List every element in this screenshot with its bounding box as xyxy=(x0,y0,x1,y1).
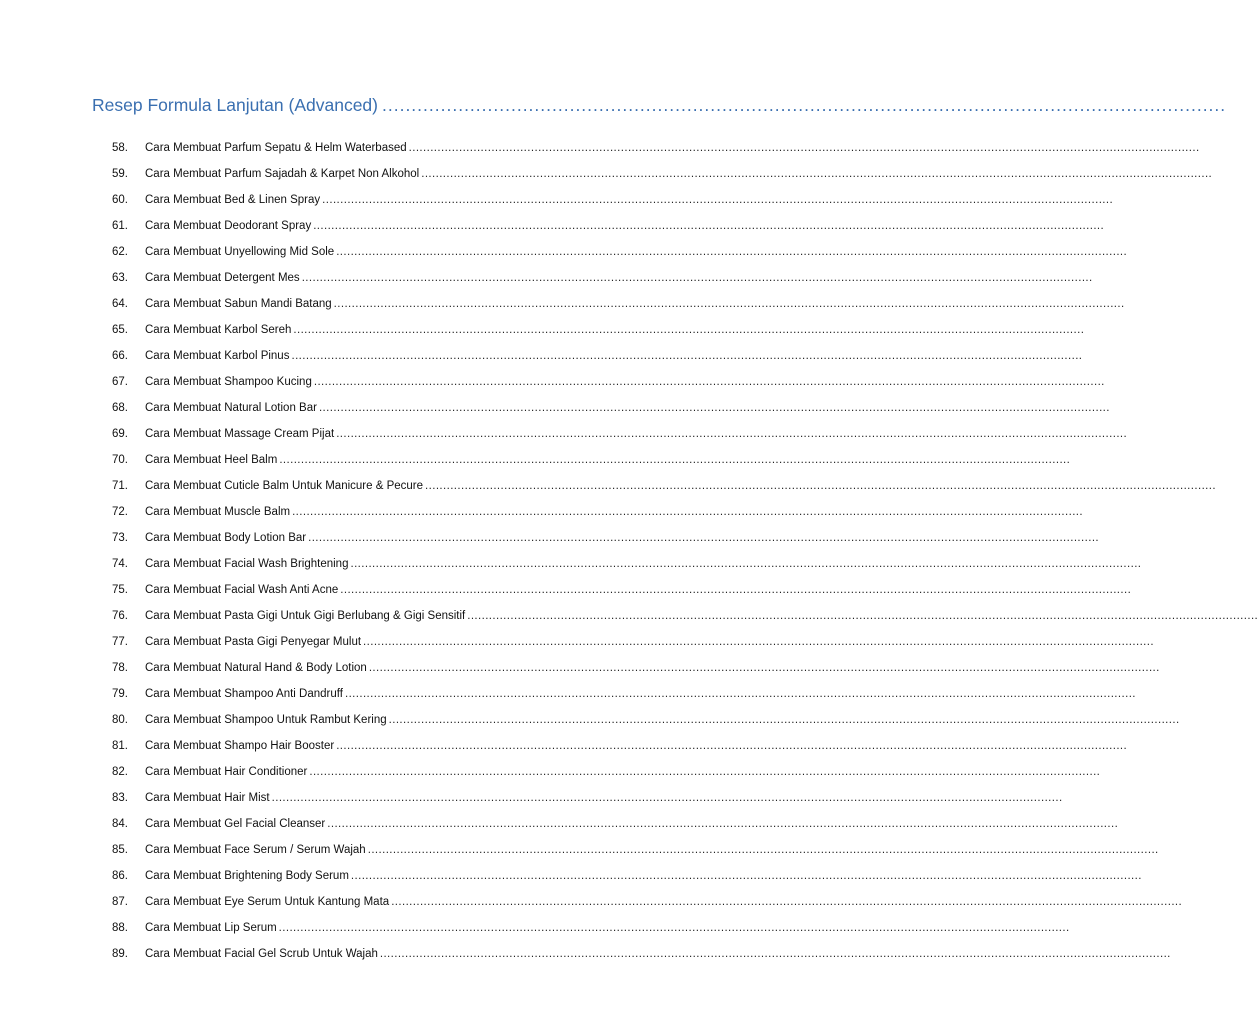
toc-entry-title: Cara Membuat Pasta Gigi Untuk Gigi Berlubang & Gigi Sensitif xyxy=(145,610,466,622)
toc-entry-title: Cara Membuat Facial Gel Scrub Untuk Wajah xyxy=(145,948,378,960)
toc-entry[interactable] xyxy=(112,187,1114,213)
toc-entry[interactable] xyxy=(112,603,1258,629)
toc-entry-number: 62. xyxy=(112,246,128,258)
toc-entry-title: Cara Membuat Shampoo Untuk Rambut Kering xyxy=(145,714,387,726)
toc-entry-title: Cara Membuat Karbol Pinus xyxy=(145,350,290,362)
toc-entry[interactable] xyxy=(112,785,1063,811)
toc-entry-title: Cara Membuat Facial Wash Brightening xyxy=(145,558,349,570)
toc-entry[interactable] xyxy=(112,395,1110,421)
toc-entry[interactable] xyxy=(112,239,1128,265)
toc-entry-title: Cara Membuat Karbol Sereh xyxy=(145,324,292,336)
toc-entry[interactable] xyxy=(112,447,1071,473)
toc-entry-number: 82. xyxy=(112,766,128,778)
toc-entry-title: Cara Membuat Eye Serum Untuk Kantung Mata xyxy=(145,896,390,908)
dot-leader: ............................................................................................................................................................................................................................ xyxy=(271,792,1063,804)
toc-entry-number: 80. xyxy=(112,714,128,726)
dot-leader: ............................................................................................................................................................................................................................ xyxy=(363,636,1154,648)
toc-entry-number: 88. xyxy=(112,922,128,934)
toc-entry-number: 89. xyxy=(112,948,128,960)
toc-entry-number: 77. xyxy=(112,636,128,648)
toc-entry-number: 74. xyxy=(112,558,128,570)
toc-entry-number: 84. xyxy=(112,818,128,830)
dot-leader: ............................................................................................................................................................................................................................ xyxy=(318,402,1110,414)
dot-leader: ............................................................................................................................................................................................................................ xyxy=(344,688,1136,700)
toc-entry-title: Cara Membuat Shampoo Kucing xyxy=(145,376,312,388)
toc-entry[interactable] xyxy=(112,499,1083,525)
toc-entry-number: 66. xyxy=(112,350,128,362)
toc-entry-title: Cara Membuat Parfum Sepatu & Helm Waterbased xyxy=(145,142,407,154)
toc-entry-title: Cara Membuat Muscle Balm xyxy=(145,506,291,518)
toc-entry-number: 76. xyxy=(112,610,128,622)
toc-entry-title: Cara Membuat Massage Cream Pijat xyxy=(145,428,335,440)
toc-entry-title: Cara Membuat Gel Facial Cleanser xyxy=(145,818,326,830)
toc-entry-number: 86. xyxy=(112,870,128,882)
toc-entry-title: Cara Membuat Hair Conditioner xyxy=(145,766,308,778)
dot-leader: ............................................................................................................................................................................................................................ xyxy=(350,870,1142,882)
dot-leader: ............................................................................................................................................................................................................................ xyxy=(313,376,1105,388)
toc-entry-number: 83. xyxy=(112,792,128,804)
toc-entry-title: Cara Membuat Face Serum / Serum Wajah xyxy=(145,844,366,856)
toc-entry-title: Cara Membuat Deodorant Spray xyxy=(145,220,312,232)
section-heading[interactable] xyxy=(92,92,1227,116)
toc-entry[interactable] xyxy=(112,707,1180,733)
dot-leader: ............................................................................................................................................................................................................................ xyxy=(322,194,1114,206)
dot-leader: ............................................................................................................................................................................................................................ xyxy=(350,558,1142,570)
toc-entry[interactable] xyxy=(112,681,1136,707)
toc-entry-number: 81. xyxy=(112,740,128,752)
toc-entry[interactable] xyxy=(112,317,1085,343)
toc-entry-title: Cara Membuat Natural Hand & Body Lotion xyxy=(145,662,367,674)
toc-entry[interactable] xyxy=(112,551,1142,577)
toc-entry[interactable] xyxy=(112,265,1093,291)
dot-leader: ................................................................................................................................................ xyxy=(382,95,1227,115)
dot-leader: ............................................................................................................................................................................................................................ xyxy=(313,220,1105,232)
toc-entry[interactable] xyxy=(112,889,1183,915)
toc-entry[interactable] xyxy=(112,473,1216,499)
toc-entry-title: Cara Membuat Parfum Sajadah & Karpet Non Alkohol xyxy=(145,168,420,180)
dot-leader: ............................................................................................................................................................................................................................ xyxy=(336,740,1128,752)
toc-entry-number: 79. xyxy=(112,688,128,700)
dot-leader: ............................................................................................................................................................................................................................ xyxy=(293,324,1085,336)
toc-entry[interactable] xyxy=(112,629,1154,655)
toc-entry-number: 78. xyxy=(112,662,128,674)
toc-entry-number: 85. xyxy=(112,844,128,856)
toc-entry-number: 71. xyxy=(112,480,128,492)
toc-entry[interactable] xyxy=(112,135,1200,161)
toc-entry-number: 70. xyxy=(112,454,128,466)
toc-entry-number: 60. xyxy=(112,194,128,206)
toc-entry-title: Cara Membuat Unyellowing Mid Sole xyxy=(145,246,335,258)
toc-entry-number: 59. xyxy=(112,168,128,180)
toc-entry[interactable] xyxy=(112,915,1070,941)
dot-leader: ............................................................................................................................................................................................................................ xyxy=(292,506,1083,518)
toc-entry-title: Cara Membuat Heel Balm xyxy=(145,454,278,466)
toc-entry-title: Cara Membuat Brightening Body Serum xyxy=(145,870,349,882)
toc-entry-number: 65. xyxy=(112,324,128,336)
toc-entry-number: 68. xyxy=(112,402,128,414)
toc-entry[interactable] xyxy=(112,369,1105,395)
toc-entry-number: 67. xyxy=(112,376,128,388)
toc-entry-title: Cara Membuat Sabun Mandi Batang xyxy=(145,298,332,310)
toc-entry-number: 61. xyxy=(112,220,128,232)
toc-entry[interactable] xyxy=(112,837,1159,863)
dot-leader: ............................................................................................................................................................................................................................ xyxy=(327,818,1119,830)
toc-entry-number: 58. xyxy=(112,142,128,154)
toc-entry-number: 73. xyxy=(112,532,128,544)
toc-entry-title: Cara Membuat Shampoo Anti Dandruff xyxy=(145,688,343,700)
toc-entry[interactable] xyxy=(112,941,1171,967)
toc-entry-number: 69. xyxy=(112,428,128,440)
toc-entry-number: 63. xyxy=(112,272,128,284)
dot-leader: ............................................................................................................................................................................................................................ xyxy=(279,454,1071,466)
dot-leader: ............................................................................................................................................................................................................................ xyxy=(336,246,1128,258)
toc-list xyxy=(112,135,1258,967)
toc-entry-title: Cara Membuat Cuticle Balm Untuk Manicure & Pecure xyxy=(145,480,424,492)
dot-leader: ............................................................................................................................................................................................................................ xyxy=(309,766,1101,778)
dot-leader: ............................................................................................................................................................................................................................ xyxy=(333,298,1125,310)
toc-entry[interactable] xyxy=(112,213,1105,239)
toc-entry-number: 64. xyxy=(112,298,128,310)
dot-leader: ............................................................................................................................................................................................................................ xyxy=(467,610,1258,622)
toc-entry-title: Cara Membuat Body Lotion Bar xyxy=(145,532,307,544)
toc-entry[interactable] xyxy=(112,811,1119,837)
toc-entry[interactable] xyxy=(112,343,1083,369)
dot-leader: ............................................................................................................................................................................................................................ xyxy=(278,922,1070,934)
toc-entry-title: Cara Membuat Bed & Linen Spray xyxy=(145,194,321,206)
toc-entry-title: Cara Membuat Natural Lotion Bar xyxy=(145,402,317,414)
dot-leader: ............................................................................................................................................................................................................................ xyxy=(340,584,1132,596)
toc-entry-title: Cara Membuat Lip Serum xyxy=(145,922,277,934)
dot-leader: ............................................................................................................................................................................................................................ xyxy=(421,168,1213,180)
toc-entry[interactable] xyxy=(112,577,1132,603)
toc-entry[interactable] xyxy=(112,525,1100,551)
toc-entry-number: 87. xyxy=(112,896,128,908)
dot-leader: ............................................................................................................................................................................................................................ xyxy=(291,350,1083,362)
dot-leader: ............................................................................................................................................................................................................................ xyxy=(379,948,1171,960)
toc-entry[interactable] xyxy=(112,759,1101,785)
toc-entry-title: Cara Membuat Pasta Gigi Penyegar Mulut xyxy=(145,636,362,648)
dot-leader: ............................................................................................................................................................................................................................ xyxy=(408,142,1200,154)
toc-entry-title: Cara Membuat Shampo Hair Booster xyxy=(145,740,335,752)
section-title: Resep Formula Lanjutan (Advanced) xyxy=(92,95,378,115)
dot-leader: ............................................................................................................................................................................................................................ xyxy=(367,844,1159,856)
dot-leader: ............................................................................................................................................................................................................................ xyxy=(425,480,1216,492)
toc-entry[interactable] xyxy=(112,733,1128,759)
dot-leader: ............................................................................................................................................................................................................................ xyxy=(308,532,1100,544)
toc-entry[interactable] xyxy=(112,655,1160,681)
toc-entry[interactable] xyxy=(112,421,1128,447)
toc-entry-title: Cara Membuat Facial Wash Anti Acne xyxy=(145,584,339,596)
dot-leader: ............................................................................................................................................................................................................................ xyxy=(391,896,1183,908)
dot-leader: ............................................................................................................................................................................................................................ xyxy=(336,428,1128,440)
toc-entry-number: 72. xyxy=(112,506,128,518)
dot-leader: ............................................................................................................................................................................................................................ xyxy=(388,714,1180,726)
toc-entry[interactable] xyxy=(112,161,1213,187)
toc-entry[interactable] xyxy=(112,291,1125,317)
toc-entry[interactable] xyxy=(112,863,1142,889)
dot-leader: ............................................................................................................................................................................................................................ xyxy=(301,272,1093,284)
dot-leader: ............................................................................................................................................................................................................................ xyxy=(368,662,1160,674)
toc-entry-title: Cara Membuat Hair Mist xyxy=(145,792,270,804)
toc-entry-number: 75. xyxy=(112,584,128,596)
toc-entry-title: Cara Membuat Detergent Mes xyxy=(145,272,300,284)
